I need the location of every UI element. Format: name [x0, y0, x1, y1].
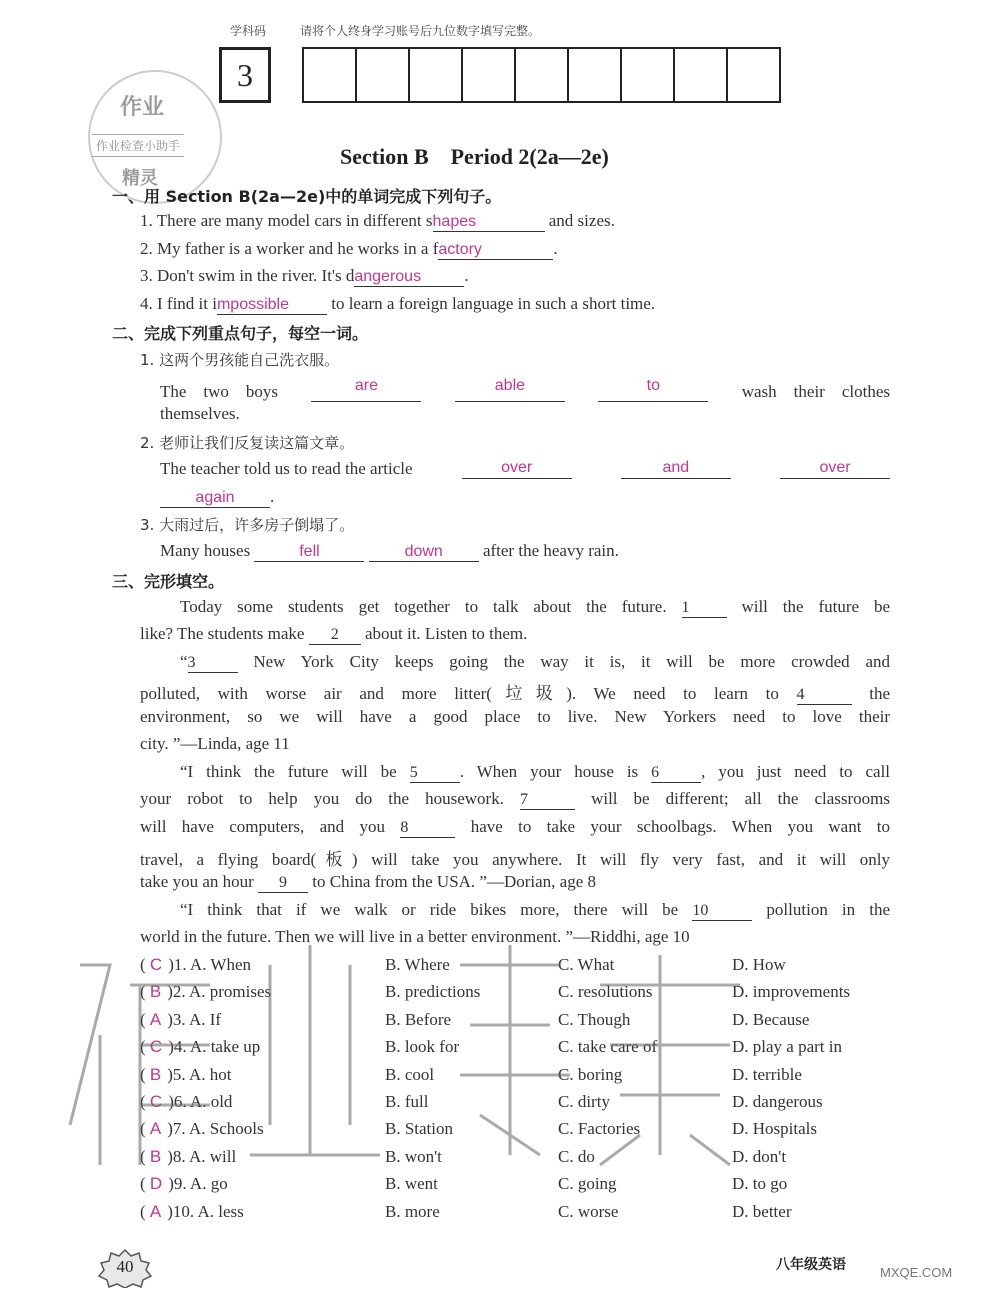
- option-b: B. predictions: [385, 982, 481, 1001]
- page-title: Section B Period 2(2a—2e): [340, 144, 609, 169]
- q-text: .: [270, 487, 275, 506]
- cloze-blank: 9: [258, 874, 308, 893]
- account-digit-box[interactable]: [408, 47, 463, 103]
- q-text: The teacher told us to read the article: [160, 459, 413, 478]
- chosen-answer: B: [149, 1147, 162, 1166]
- cloze-blank: 1: [682, 599, 727, 618]
- chosen-answer: B: [149, 1065, 162, 1084]
- p1-item-2: [140, 239, 558, 260]
- choice-row-label: [140, 1037, 260, 1057]
- cloze-blank: 8: [400, 819, 455, 838]
- item-text: and sizes.: [548, 211, 615, 230]
- option-b: B. went: [385, 1174, 438, 1193]
- passage-text: take you an hour: [140, 872, 254, 891]
- q-text: Many houses: [160, 541, 251, 560]
- item-text: .: [464, 266, 469, 285]
- option-a: )7. A. Schools: [167, 1119, 264, 1138]
- option-a: )2. A. promises: [167, 982, 272, 1001]
- p1-item-4: [140, 294, 655, 315]
- passage-line: [140, 652, 890, 673]
- option-b: B. more: [385, 1202, 440, 1221]
- p1-item-1: [140, 211, 615, 232]
- option-c: C. take care of: [558, 1037, 658, 1056]
- q-text: after the heavy rain.: [482, 541, 619, 560]
- chosen-answer: C: [149, 1037, 163, 1056]
- option-c: C. Factories: [558, 1119, 641, 1138]
- answer-blank: over: [780, 459, 890, 479]
- paren: (: [140, 1202, 150, 1221]
- option-d: D. play a part in: [732, 1037, 842, 1056]
- chosen-answer: A: [149, 1119, 162, 1138]
- p1-item-3: [140, 266, 469, 287]
- passage-text: will have computers, and you: [140, 817, 385, 836]
- answer-blank: hapes: [433, 213, 545, 232]
- part1-heading: 一、用 Section B(2a—2e)中的单词完成下列句子。: [112, 187, 502, 206]
- passage-text: . When your house is: [459, 762, 639, 781]
- subject-code-label: 学科码: [230, 24, 267, 38]
- passage-text: pollution in the: [766, 900, 891, 919]
- passage-line: environment, so we will have a good place to live. New Yorkers need to love their: [140, 707, 890, 726]
- option-d: D. dangerous: [732, 1092, 823, 1111]
- passage-text: “I think that if we walk or ride bikes more, there will be: [180, 900, 679, 919]
- option-d: D. don't: [732, 1147, 787, 1166]
- p2-q1-line: [160, 377, 890, 402]
- p2-q3-chinese: 3. 大雨过后，许多房子倒塌了。: [140, 516, 355, 534]
- passage-text: will be different; all the classrooms: [591, 789, 891, 808]
- p2-q1-chinese: 1. 这两个男孩能自己洗衣服。: [140, 351, 340, 369]
- passage-line: city. ”—Linda, age 11: [140, 734, 290, 753]
- item-text: 2. My father is a worker and he works in a f: [140, 239, 439, 258]
- passage-text: like? The students make: [140, 624, 305, 643]
- chosen-answer: B: [149, 982, 162, 1001]
- account-digit-box[interactable]: [514, 47, 569, 103]
- option-c: C. do: [558, 1147, 595, 1166]
- cloze-blank: 7: [520, 791, 575, 810]
- paren: (: [140, 1147, 150, 1166]
- option-c: C. going: [558, 1174, 617, 1193]
- item-text: 3. Don't swim in the river. It's d: [140, 266, 355, 285]
- option-d: D. Because: [732, 1010, 810, 1029]
- option-a: )9. A. go: [168, 1174, 228, 1193]
- option-a: )1. A. When: [168, 955, 251, 974]
- passage-line: [140, 597, 890, 618]
- paren: (: [140, 955, 150, 974]
- passage-line: world in the future. Then we will live in a better environment. ”—Riddhi, age 10: [140, 927, 690, 946]
- option-b: B. look for: [385, 1037, 460, 1056]
- account-digit-box[interactable]: [461, 47, 516, 103]
- option-b: B. Before: [385, 1010, 452, 1029]
- passage-text: your robot to help you do the housework.: [140, 789, 504, 808]
- answer-blank: mpossible: [217, 296, 327, 315]
- account-digit-box[interactable]: [355, 47, 410, 103]
- option-d: D. Hospitals: [732, 1119, 817, 1138]
- answer-blank: down: [369, 543, 479, 562]
- passage-text: to China from the USA. ”—Dorian, age 8: [312, 872, 597, 891]
- option-b: B. won't: [385, 1147, 442, 1166]
- answer-blank: fell: [254, 543, 364, 562]
- answer-blank: are: [311, 377, 421, 402]
- account-digit-box[interactable]: [620, 47, 675, 103]
- passage-text: Today some students get together to talk about the future.: [180, 597, 667, 616]
- item-text: 1. There are many model cars in different s: [140, 211, 433, 230]
- option-b: B. Where: [385, 955, 450, 974]
- passage-line: [140, 624, 527, 645]
- choice-row-label: [140, 1010, 221, 1030]
- option-d: D. How: [732, 955, 786, 974]
- choice-row-label: [140, 1092, 232, 1112]
- answer-blank: to: [598, 377, 708, 402]
- part3-heading: 三、完形填空。: [112, 572, 225, 591]
- book-title: 八年级英语: [776, 1257, 846, 1273]
- answer-blank: over: [462, 459, 572, 479]
- paren: (: [140, 1092, 150, 1111]
- cloze-blank: 4: [797, 686, 852, 705]
- cloze-blank: 2: [309, 626, 361, 645]
- cloze-blank: 5: [410, 764, 460, 783]
- choice-row-label: [140, 1065, 232, 1085]
- choice-row-label: [140, 1119, 264, 1139]
- answer-blank: able: [455, 377, 565, 402]
- cloze-blank: 6: [651, 764, 701, 783]
- passage-text: will the future be: [741, 597, 891, 616]
- option-a: )8. A. will: [167, 1147, 237, 1166]
- account-digit-box[interactable]: [567, 47, 622, 103]
- p2-q2-line2: [160, 487, 274, 508]
- p2-q3-line: [160, 541, 619, 562]
- option-a: )10. A. less: [167, 1202, 244, 1221]
- q-text: The two boys: [160, 382, 279, 401]
- option-d: D. improvements: [732, 982, 851, 1001]
- option-d: D. better: [732, 1202, 792, 1221]
- option-a: )4. A. take up: [168, 1037, 261, 1056]
- chosen-answer: C: [149, 955, 163, 974]
- passage-text: New York City keeps going the way it is, it will be more crowded and: [253, 652, 890, 671]
- cloze-blank: 10: [692, 902, 752, 921]
- page-number-badge: [97, 1248, 153, 1288]
- option-c: C. worse: [558, 1202, 619, 1221]
- subject-code-value: 3: [237, 57, 253, 93]
- answer-blank: again: [160, 489, 270, 508]
- item-text: to learn a foreign language in such a short time.: [331, 294, 656, 313]
- passage-line: [140, 762, 890, 783]
- account-instruction: 请将个人终身学习账号后九位数字填写完整。: [300, 24, 541, 38]
- p2-q2-chinese: 2. 老师让我们反复读这篇文章。: [140, 434, 355, 452]
- option-c: C. What: [558, 955, 615, 974]
- passage-text: the: [869, 684, 890, 703]
- passage-text: “I think the future will be: [180, 762, 397, 781]
- account-digit-box[interactable]: [726, 47, 781, 103]
- passage-line: [140, 679, 890, 705]
- answer-blank: actory: [438, 241, 553, 260]
- cloze-blank: 3: [188, 654, 238, 673]
- chosen-answer: A: [149, 1202, 162, 1221]
- answer-blank: angerous: [354, 268, 464, 287]
- paren: (: [140, 1037, 150, 1056]
- site-watermark: MXQE.COM: [880, 1265, 953, 1280]
- passage-text: about it. Listen to them.: [364, 624, 528, 643]
- passage-text: , you just need to call: [701, 762, 891, 781]
- passage-text: polluted, with worse air and more litter(垃圾). We need to learn to: [140, 684, 779, 703]
- choice-row-label: [140, 1202, 244, 1222]
- stamp-line1: 作业: [120, 95, 165, 120]
- option-b: B. full: [385, 1092, 429, 1111]
- option-c: C. dirty: [558, 1092, 610, 1111]
- choice-row-label: [140, 1147, 236, 1167]
- paren: (: [140, 1174, 150, 1193]
- passage-line: travel, a flying board(板) will take you anywhere. It will fly very fast, and it will only: [140, 850, 890, 869]
- choice-row-label: [140, 1174, 228, 1194]
- q-text: wash their clothes: [741, 382, 890, 401]
- choice-row-label: [140, 982, 271, 1002]
- option-b: B. cool: [385, 1065, 435, 1084]
- chosen-answer: D: [149, 1174, 163, 1193]
- part2-heading: 二、完成下列重点句子，每空一词。: [112, 324, 369, 343]
- answer-blank: and: [621, 459, 731, 479]
- option-b: B. Station: [385, 1119, 454, 1138]
- chosen-answer: C: [149, 1092, 163, 1111]
- passage-line: [140, 817, 890, 838]
- passage-text: have to take your schoolbags. When you want to: [470, 817, 891, 836]
- option-a: )3. A. If: [167, 1010, 222, 1029]
- paren: (: [140, 982, 150, 1001]
- chosen-answer: A: [149, 1010, 162, 1029]
- p2-q2-line: [160, 459, 890, 479]
- option-a: )6. A. old: [168, 1092, 233, 1111]
- stamp-line2: 作业检查小助手: [92, 134, 184, 157]
- paren: (: [140, 1065, 150, 1084]
- option-c: C. resolutions: [558, 982, 653, 1001]
- passage-line: [140, 900, 890, 921]
- option-c: C. Though: [558, 1010, 631, 1029]
- page-number: 40: [116, 1257, 134, 1276]
- passage-line: [140, 789, 890, 810]
- item-text: 4. I find it i: [140, 294, 217, 313]
- paren: (: [140, 1010, 150, 1029]
- option-d: D. terrible: [732, 1065, 802, 1084]
- option-d: D. to go: [732, 1174, 788, 1193]
- item-text: .: [553, 239, 558, 258]
- option-a: )5. A. hot: [167, 1065, 232, 1084]
- account-digit-box[interactable]: [673, 47, 728, 103]
- option-c: C. boring: [558, 1065, 623, 1084]
- passage-text: “: [180, 652, 188, 671]
- account-digit-box[interactable]: [302, 47, 357, 103]
- passage-line: [140, 872, 596, 893]
- subject-code-box: [219, 47, 271, 103]
- paren: (: [140, 1119, 150, 1138]
- stamp-line3: 精灵: [122, 168, 158, 189]
- choice-row-label: [140, 955, 251, 975]
- p2-q1-line2: themselves.: [160, 404, 240, 423]
